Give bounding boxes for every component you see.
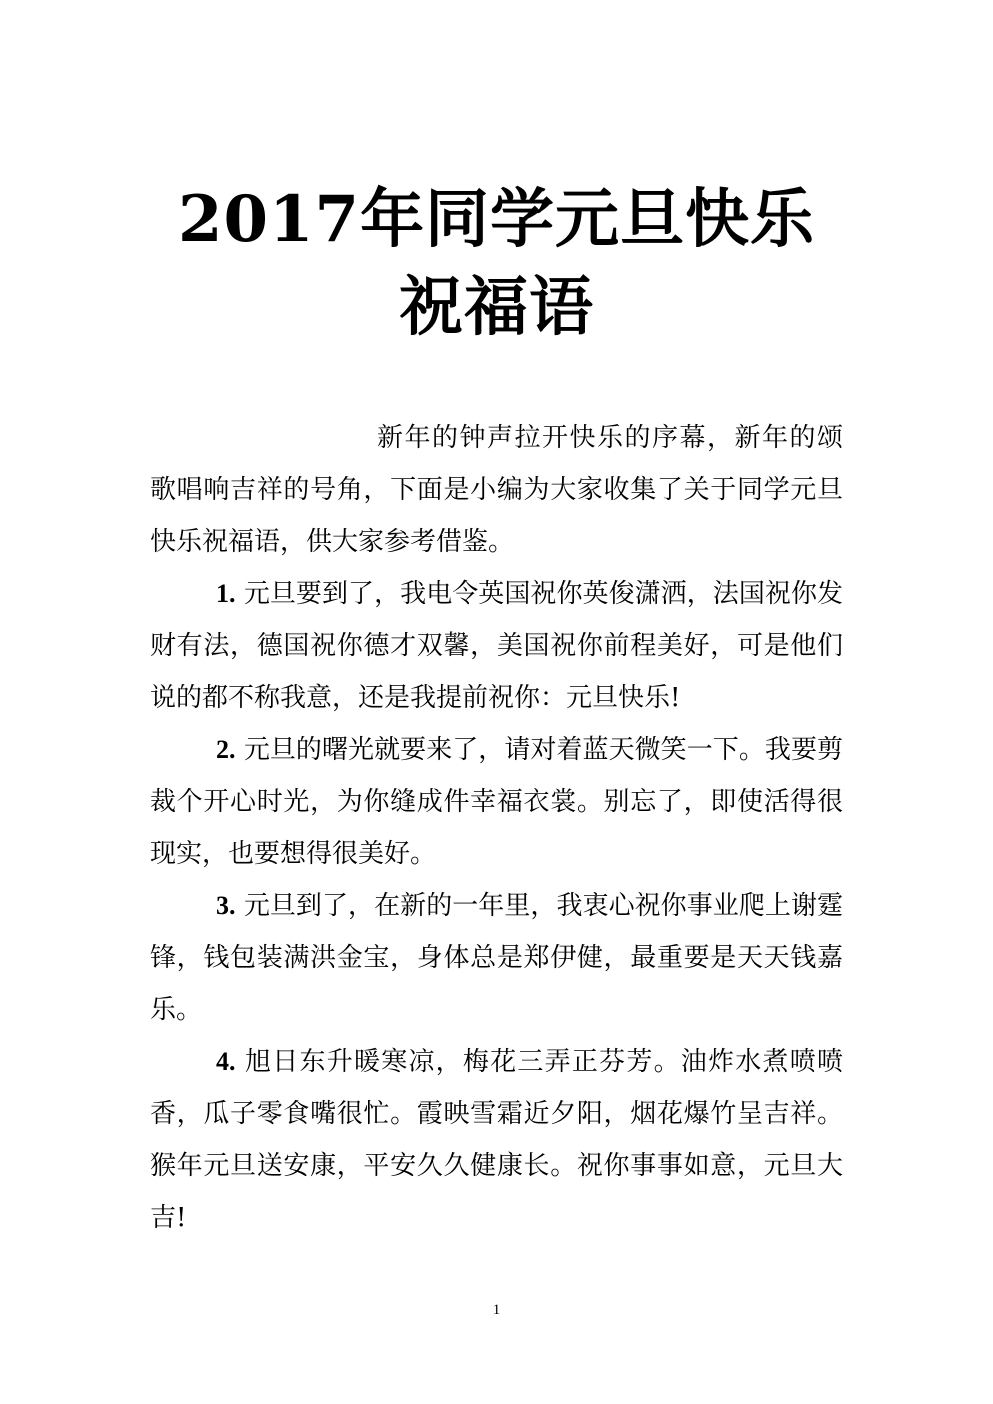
wish-item-number: 2. — [216, 735, 236, 764]
page-number: 1 — [492, 1302, 501, 1318]
wish-item-text: 元旦的曙光就要来了，请对着蓝天微笑一下。我要剪裁个开心时光，为你缝成件幸福衣裳。别忘了，即使活得很现实，也要想得很美好。 — [150, 735, 843, 869]
wish-item-2 — [150, 724, 843, 880]
wish-item-number: 4. — [216, 1047, 236, 1076]
wish-item-1 — [150, 568, 843, 724]
wish-item-number: 1. — [216, 579, 236, 608]
wish-item-text: 元旦要到了，我电令英国祝你英俊潇洒，法国祝你发财有法，德国祝你德才双馨，美国祝你前程美好，可是他们说的都不称我意，还是我提前祝你：元旦快乐! — [150, 579, 843, 713]
intro-paragraph: 新年的钟声拉开快乐的序幕，新年的颂歌唱响吉祥的号角，下面是小编为大家收集了关于同学元旦快乐祝福语，供大家参考借鉴。 — [150, 423, 843, 557]
wish-item-text: 旭日东升暖寒凉，梅花三弄正芬芳。油炸水煮喷喷香，瓜子零食嘴很忙。霞映雪霜近夕阳，烟花爆竹呈吉祥。猴年元旦送安康，平安久久健康长。祝你事事如意，元旦大吉! — [150, 1047, 843, 1233]
wish-item-text: 元旦到了，在新的一年里，我衷心祝你事业爬上谢霆锋，钱包装满洪金宝，身体总是郑伊健，最重要是天天钱嘉乐。 — [150, 891, 843, 1025]
wish-item-3 — [150, 880, 843, 1036]
document-body — [150, 412, 843, 1244]
wish-item-4 — [150, 1036, 843, 1244]
wish-item-number: 3. — [216, 891, 236, 920]
document-title: 2017年同学元旦快乐祝福语 — [177, 182, 816, 345]
